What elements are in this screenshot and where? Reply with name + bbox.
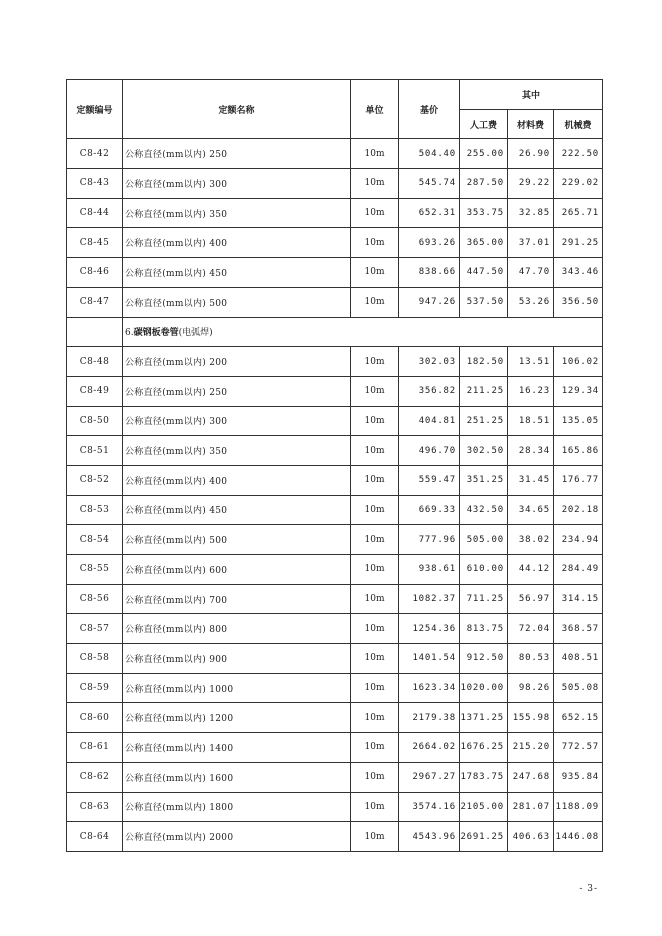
- cell-material: 47.70: [508, 258, 554, 288]
- cell-unit: 10m: [351, 228, 399, 258]
- cell-labor: 1371.25: [460, 703, 508, 733]
- cell-base-price: 693.26: [399, 228, 460, 258]
- cell-machine: 368.57: [554, 614, 603, 644]
- section-suffix: (电弧焊): [178, 328, 213, 339]
- cell-machine: 356.50: [554, 287, 603, 317]
- cell-unit: 10m: [351, 436, 399, 466]
- cell-base-price: 1623.34: [399, 673, 460, 703]
- table-row: [67, 792, 603, 822]
- cell-labor: 2105.00: [460, 792, 508, 822]
- cell-unit: 10m: [351, 495, 399, 525]
- cell-unit: 10m: [351, 673, 399, 703]
- cell-code: C8-46: [67, 258, 123, 288]
- cell-base-price: 559.47: [399, 465, 460, 495]
- page-number: - 3-: [579, 884, 598, 894]
- table-row: [67, 703, 603, 733]
- cell-material: 18.51: [508, 406, 554, 436]
- cell-labor: 287.50: [460, 169, 508, 199]
- cell-unit: 10m: [351, 198, 399, 228]
- cell-machine: 505.08: [554, 673, 603, 703]
- cell-machine: 1188.09: [554, 792, 603, 822]
- table-row: [67, 228, 603, 258]
- cell-material: 32.85: [508, 198, 554, 228]
- cell-material: 80.53: [508, 644, 554, 674]
- cell-labor: 711.25: [460, 584, 508, 614]
- table-row: [67, 673, 603, 703]
- cell-name: 公称直径(mm以内) 200: [123, 347, 351, 377]
- cell-machine: 234.94: [554, 525, 603, 555]
- table-body-b: [67, 347, 603, 852]
- cell-labor: 182.50: [460, 347, 508, 377]
- cell-material: 215.20: [508, 733, 554, 763]
- cell-machine: 408.51: [554, 644, 603, 674]
- cell-code: C8-54: [67, 525, 123, 555]
- cell-base-price: 356.82: [399, 376, 460, 406]
- cell-labor: 211.25: [460, 376, 508, 406]
- cell-machine: 314.15: [554, 584, 603, 614]
- cell-name: 公称直径(mm以内) 500: [123, 287, 351, 317]
- cell-machine: 265.71: [554, 198, 603, 228]
- table-row: [67, 555, 603, 585]
- section-title: 碳钢板卷管: [133, 328, 179, 339]
- cell-code: C8-55: [67, 555, 123, 585]
- table-row: [67, 584, 603, 614]
- cell-labor: 505.00: [460, 525, 508, 555]
- cell-unit: 10m: [351, 376, 399, 406]
- cell-labor: 537.50: [460, 287, 508, 317]
- cell-unit: 10m: [351, 406, 399, 436]
- cell-machine: 284.49: [554, 555, 603, 585]
- cell-labor: 610.00: [460, 555, 508, 585]
- cell-code: C8-48: [67, 347, 123, 377]
- cell-labor: 351.25: [460, 465, 508, 495]
- cell-name: 公称直径(mm以内) 250: [123, 376, 351, 406]
- cell-code: C8-60: [67, 703, 123, 733]
- cell-name: 公称直径(mm以内) 1800: [123, 792, 351, 822]
- table-row: [67, 258, 603, 288]
- cell-machine: 202.18: [554, 495, 603, 525]
- section-number: 6.: [125, 328, 134, 339]
- cell-base-price: 669.33: [399, 495, 460, 525]
- cell-base-price: 1254.36: [399, 614, 460, 644]
- table-row: [67, 733, 603, 763]
- cell-code: C8-45: [67, 228, 123, 258]
- table-row: [67, 198, 603, 228]
- cell-labor: 353.75: [460, 198, 508, 228]
- table-row: [67, 376, 603, 406]
- cell-unit: 10m: [351, 644, 399, 674]
- cell-unit: 10m: [351, 347, 399, 377]
- cell-name: 公称直径(mm以内) 2000: [123, 822, 351, 852]
- cell-code: C8-47: [67, 287, 123, 317]
- section-row-group: [67, 317, 603, 347]
- cell-unit: 10m: [351, 169, 399, 199]
- table-row: [67, 644, 603, 674]
- cell-machine: 652.15: [554, 703, 603, 733]
- cell-base-price: 1401.54: [399, 644, 460, 674]
- cell-labor: 912.50: [460, 644, 508, 674]
- cell-labor: 365.00: [460, 228, 508, 258]
- cell-material: 13.51: [508, 347, 554, 377]
- header-code: 定额编号: [67, 80, 123, 139]
- cell-code: C8-52: [67, 465, 123, 495]
- table-row: [67, 347, 603, 377]
- cell-base-price: 4543.96: [399, 822, 460, 852]
- cell-code: C8-43: [67, 169, 123, 199]
- cell-labor: 255.00: [460, 139, 508, 169]
- table-row: [67, 287, 603, 317]
- cell-name: 公称直径(mm以内) 1200: [123, 703, 351, 733]
- cell-name: 公称直径(mm以内) 350: [123, 198, 351, 228]
- cell-material: 29.22: [508, 169, 554, 199]
- cell-unit: 10m: [351, 584, 399, 614]
- cell-unit: 10m: [351, 762, 399, 792]
- cell-name: 公称直径(mm以内) 450: [123, 495, 351, 525]
- cell-unit: 10m: [351, 287, 399, 317]
- header-labor: 人工费: [460, 109, 508, 139]
- cell-unit: 10m: [351, 258, 399, 288]
- cell-labor: 813.75: [460, 614, 508, 644]
- cell-base-price: 2967.27: [399, 762, 460, 792]
- cell-labor: 1783.75: [460, 762, 508, 792]
- cell-base-price: 302.03: [399, 347, 460, 377]
- cell-labor: 1020.00: [460, 673, 508, 703]
- cell-machine: 229.02: [554, 169, 603, 199]
- cell-machine: 1446.08: [554, 822, 603, 852]
- cell-code: C8-50: [67, 406, 123, 436]
- table-row: [67, 525, 603, 555]
- cell-machine: 135.05: [554, 406, 603, 436]
- cell-base-price: 496.70: [399, 436, 460, 466]
- cell-code: C8-64: [67, 822, 123, 852]
- cell-base-price: 938.61: [399, 555, 460, 585]
- cell-name: 公称直径(mm以内) 400: [123, 228, 351, 258]
- cell-name: 公称直径(mm以内) 800: [123, 614, 351, 644]
- cell-unit: 10m: [351, 555, 399, 585]
- cell-material: 155.98: [508, 703, 554, 733]
- cell-base-price: 545.74: [399, 169, 460, 199]
- cell-name: 公称直径(mm以内) 1000: [123, 673, 351, 703]
- table-row: [67, 614, 603, 644]
- table-row: [67, 436, 603, 466]
- cell-machine: 343.46: [554, 258, 603, 288]
- cell-unit: 10m: [351, 139, 399, 169]
- cell-name: 公称直径(mm以内) 400: [123, 465, 351, 495]
- cell-machine: 106.02: [554, 347, 603, 377]
- cell-base-price: 2664.02: [399, 733, 460, 763]
- table-row: [67, 762, 603, 792]
- cell-material: 44.12: [508, 555, 554, 585]
- cell-material: 53.26: [508, 287, 554, 317]
- cell-unit: 10m: [351, 614, 399, 644]
- cell-base-price: 404.81: [399, 406, 460, 436]
- cell-code: C8-56: [67, 584, 123, 614]
- cell-name: 公称直径(mm以内) 300: [123, 169, 351, 199]
- cell-base-price: 504.40: [399, 139, 460, 169]
- cell-name: 公称直径(mm以内) 1600: [123, 762, 351, 792]
- cell-material: 38.02: [508, 525, 554, 555]
- table-row: [67, 406, 603, 436]
- cell-material: 26.90: [508, 139, 554, 169]
- cell-machine: 176.77: [554, 465, 603, 495]
- cell-labor: 447.50: [460, 258, 508, 288]
- cell-unit: 10m: [351, 792, 399, 822]
- table-header: [67, 80, 603, 139]
- cell-code: C8-49: [67, 376, 123, 406]
- cell-code: C8-42: [67, 139, 123, 169]
- cell-name: 公称直径(mm以内) 350: [123, 436, 351, 466]
- cell-code: C8-57: [67, 614, 123, 644]
- cell-name: 公称直径(mm以内) 500: [123, 525, 351, 555]
- cell-labor: 302.50: [460, 436, 508, 466]
- cell-code: C8-63: [67, 792, 123, 822]
- table-row: [67, 169, 603, 199]
- table-row: [67, 465, 603, 495]
- cell-material: 281.07: [508, 792, 554, 822]
- cell-name: 公称直径(mm以内) 900: [123, 644, 351, 674]
- section-title-cell: [123, 317, 603, 347]
- section-code-cell: [67, 317, 123, 347]
- cell-labor: 2691.25: [460, 822, 508, 852]
- table-row: [67, 822, 603, 852]
- cell-labor: 251.25: [460, 406, 508, 436]
- cell-base-price: 947.26: [399, 287, 460, 317]
- cell-material: 37.01: [508, 228, 554, 258]
- table-body-a: [67, 139, 603, 317]
- header-material: 材料费: [508, 109, 554, 139]
- cell-base-price: 652.31: [399, 198, 460, 228]
- cell-material: 34.65: [508, 495, 554, 525]
- cell-machine: 222.50: [554, 139, 603, 169]
- cell-machine: 772.57: [554, 733, 603, 763]
- cell-code: C8-61: [67, 733, 123, 763]
- cell-code: C8-58: [67, 644, 123, 674]
- cell-code: C8-59: [67, 673, 123, 703]
- cell-material: 31.45: [508, 465, 554, 495]
- cell-code: C8-51: [67, 436, 123, 466]
- table-row: [67, 495, 603, 525]
- cell-machine: 129.34: [554, 376, 603, 406]
- cell-machine: 291.25: [554, 228, 603, 258]
- header-unit: 单位: [351, 80, 399, 139]
- cell-material: 56.97: [508, 584, 554, 614]
- header-machine: 机械费: [554, 109, 603, 139]
- cell-name: 公称直径(mm以内) 600: [123, 555, 351, 585]
- cell-base-price: 2179.38: [399, 703, 460, 733]
- header-base-price: 基价: [399, 80, 460, 139]
- cell-base-price: 3574.16: [399, 792, 460, 822]
- cell-labor: 1676.25: [460, 733, 508, 763]
- cell-unit: 10m: [351, 733, 399, 763]
- cell-base-price: 1082.37: [399, 584, 460, 614]
- table-row: [67, 139, 603, 169]
- cell-base-price: 838.66: [399, 258, 460, 288]
- cell-material: 98.26: [508, 673, 554, 703]
- cell-machine: 165.86: [554, 436, 603, 466]
- cell-unit: 10m: [351, 465, 399, 495]
- cell-code: C8-53: [67, 495, 123, 525]
- cell-material: 247.68: [508, 762, 554, 792]
- cell-name: 公称直径(mm以内) 700: [123, 584, 351, 614]
- cell-unit: 10m: [351, 822, 399, 852]
- header-name: 定额名称: [123, 80, 351, 139]
- cell-machine: 935.84: [554, 762, 603, 792]
- cell-material: 72.04: [508, 614, 554, 644]
- section-row: [67, 317, 603, 347]
- cell-unit: 10m: [351, 525, 399, 555]
- cell-name: 公称直径(mm以内) 450: [123, 258, 351, 288]
- header-group: 其中: [460, 80, 603, 110]
- cell-material: 406.63: [508, 822, 554, 852]
- cell-code: C8-62: [67, 762, 123, 792]
- cell-material: 16.23: [508, 376, 554, 406]
- cell-name: 公称直径(mm以内) 250: [123, 139, 351, 169]
- cell-code: C8-44: [67, 198, 123, 228]
- cell-unit: 10m: [351, 703, 399, 733]
- cell-name: 公称直径(mm以内) 1400: [123, 733, 351, 763]
- cell-material: 28.34: [508, 436, 554, 466]
- cell-labor: 432.50: [460, 495, 508, 525]
- cell-base-price: 777.96: [399, 525, 460, 555]
- cell-name: 公称直径(mm以内) 300: [123, 406, 351, 436]
- quota-table: [66, 79, 603, 852]
